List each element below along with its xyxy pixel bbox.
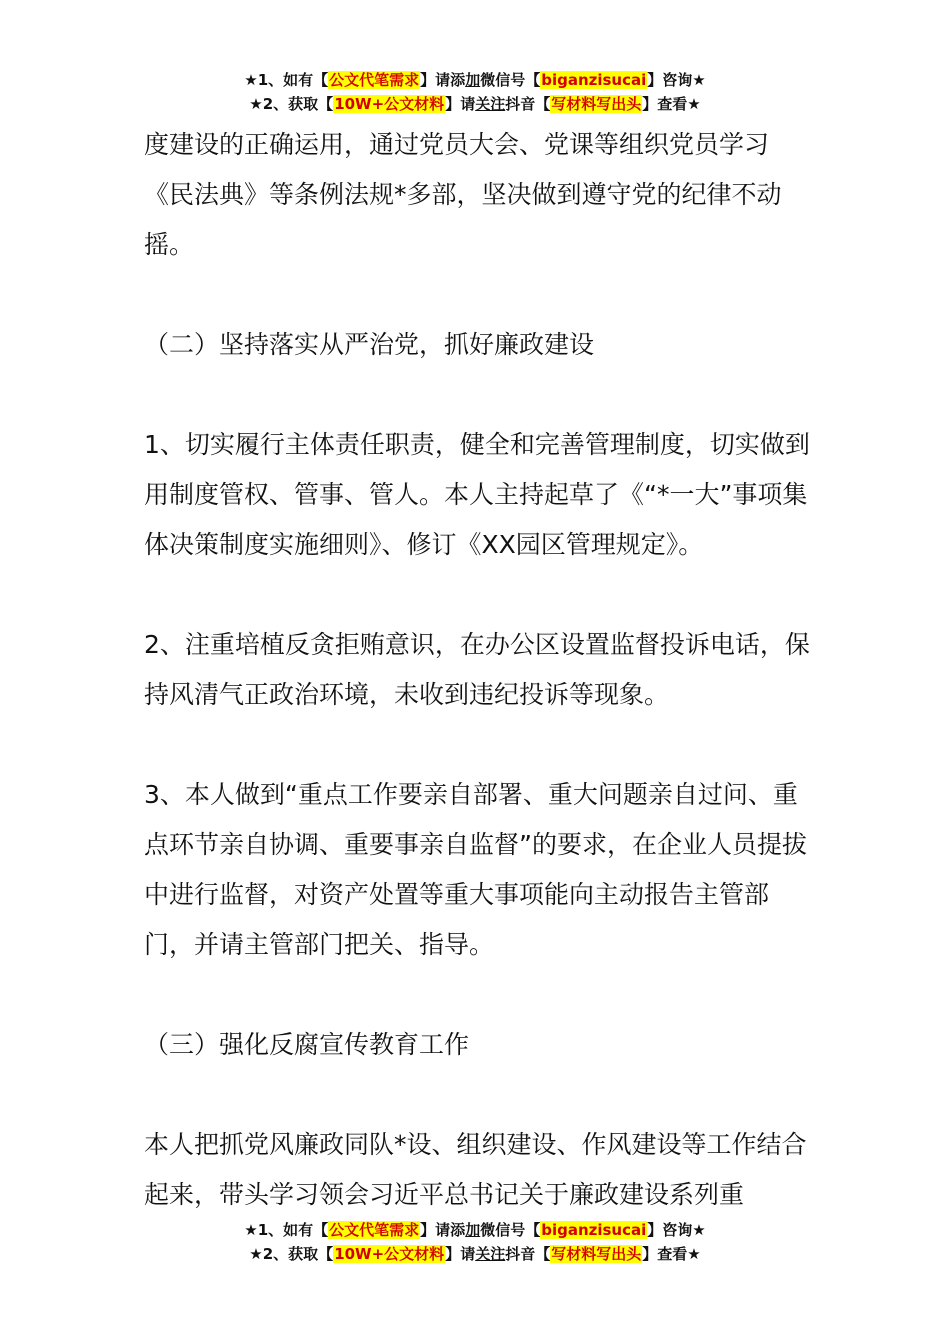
banner-text: 】查看★ bbox=[642, 95, 701, 113]
banner-text: 】请 bbox=[445, 1245, 476, 1263]
banner-text: 微信号【 bbox=[480, 1221, 541, 1239]
banner-text: 】咨询★ bbox=[647, 1221, 706, 1239]
paragraph: 3、本人做到“重点工作要亲自部署、重大问题亲自过问、重点环节亲自协调、重要事亲自监督”的要求，在企业人员提拔中进行监督，对资产处置等重大事项能向主动报告主管部门，并请主管部门把关、指导。 bbox=[144, 780, 807, 959]
spacer bbox=[144, 570, 814, 620]
banner-underline: 加 bbox=[465, 71, 481, 89]
banner-line-1 bbox=[0, 68, 950, 92]
banner-text: 】请添 bbox=[420, 71, 466, 89]
spacer bbox=[144, 1070, 814, 1120]
banner-highlight: 写材料写出头 bbox=[551, 95, 642, 113]
paragraph: 1、切实履行主体责任职责，健全和完善管理制度，切实做到用制度管权、管事、管人。本人主持起草了《“*一大”事项集体决策制度实施细则》、修订《XX园区管理规定》。 bbox=[144, 430, 810, 559]
banner-highlight: biganzisucai bbox=[541, 71, 647, 89]
footer-banner bbox=[0, 1218, 950, 1266]
spacer bbox=[144, 270, 814, 320]
banner-underline: 关注 bbox=[475, 95, 506, 113]
banner-text: 】查看★ bbox=[642, 1245, 701, 1263]
banner-text: 微信号【 bbox=[480, 71, 541, 89]
banner-text: 抖音【 bbox=[505, 95, 551, 113]
banner-highlight: 写材料写出头 bbox=[551, 1245, 642, 1263]
paragraph: 本人把抓党风廉政同队*设、组织建设、作风建设等工作结合起来，带头学习领会习近平总书记关于廉政建设系列重 bbox=[144, 1130, 807, 1209]
banner-text: ★1、如有【 bbox=[244, 1221, 329, 1239]
banner-text: ★2、获取【 bbox=[249, 1245, 334, 1263]
banner-highlight: 10W+公文材料 bbox=[334, 1245, 445, 1263]
banner-highlight: 公文代笔需求 bbox=[329, 1221, 420, 1239]
section-heading: （三）强化反腐宣传教育工作 bbox=[144, 1030, 470, 1059]
paragraph: 2、注重培植反贪拒贿意识，在办公区设置监督投诉电话，保持风清气正政治环境，未收到违纪投诉等现象。 bbox=[144, 630, 810, 709]
banner-text: 】请 bbox=[445, 95, 476, 113]
banner-text: 】请添 bbox=[420, 1221, 466, 1239]
spacer bbox=[144, 370, 814, 420]
banner-text: 】咨询★ bbox=[647, 71, 706, 89]
banner-text: 抖音【 bbox=[505, 1245, 551, 1263]
header-banner bbox=[0, 68, 950, 116]
banner-line-2 bbox=[0, 92, 950, 116]
banner-underline: 加 bbox=[465, 1221, 481, 1239]
banner-line-2 bbox=[0, 1242, 950, 1266]
paragraph: 度建设的正确运用，通过党员大会、党课等组织党员学习《民法典》等条例法规*多部，坚决做到遵守党的纪律不动摇。 bbox=[144, 130, 782, 259]
spacer bbox=[144, 970, 814, 1020]
section-heading: （二）坚持落实从严治党，抓好廉政建设 bbox=[144, 330, 595, 359]
banner-line-1 bbox=[0, 1218, 950, 1242]
spacer bbox=[144, 720, 814, 770]
banner-text: ★1、如有【 bbox=[244, 71, 329, 89]
document-body bbox=[144, 120, 814, 1220]
banner-highlight: 公文代笔需求 bbox=[329, 71, 420, 89]
banner-highlight: biganzisucai bbox=[541, 1221, 647, 1239]
banner-text: ★2、获取【 bbox=[249, 95, 334, 113]
banner-underline: 关注 bbox=[475, 1245, 506, 1263]
banner-highlight: 10W+公文材料 bbox=[334, 95, 445, 113]
